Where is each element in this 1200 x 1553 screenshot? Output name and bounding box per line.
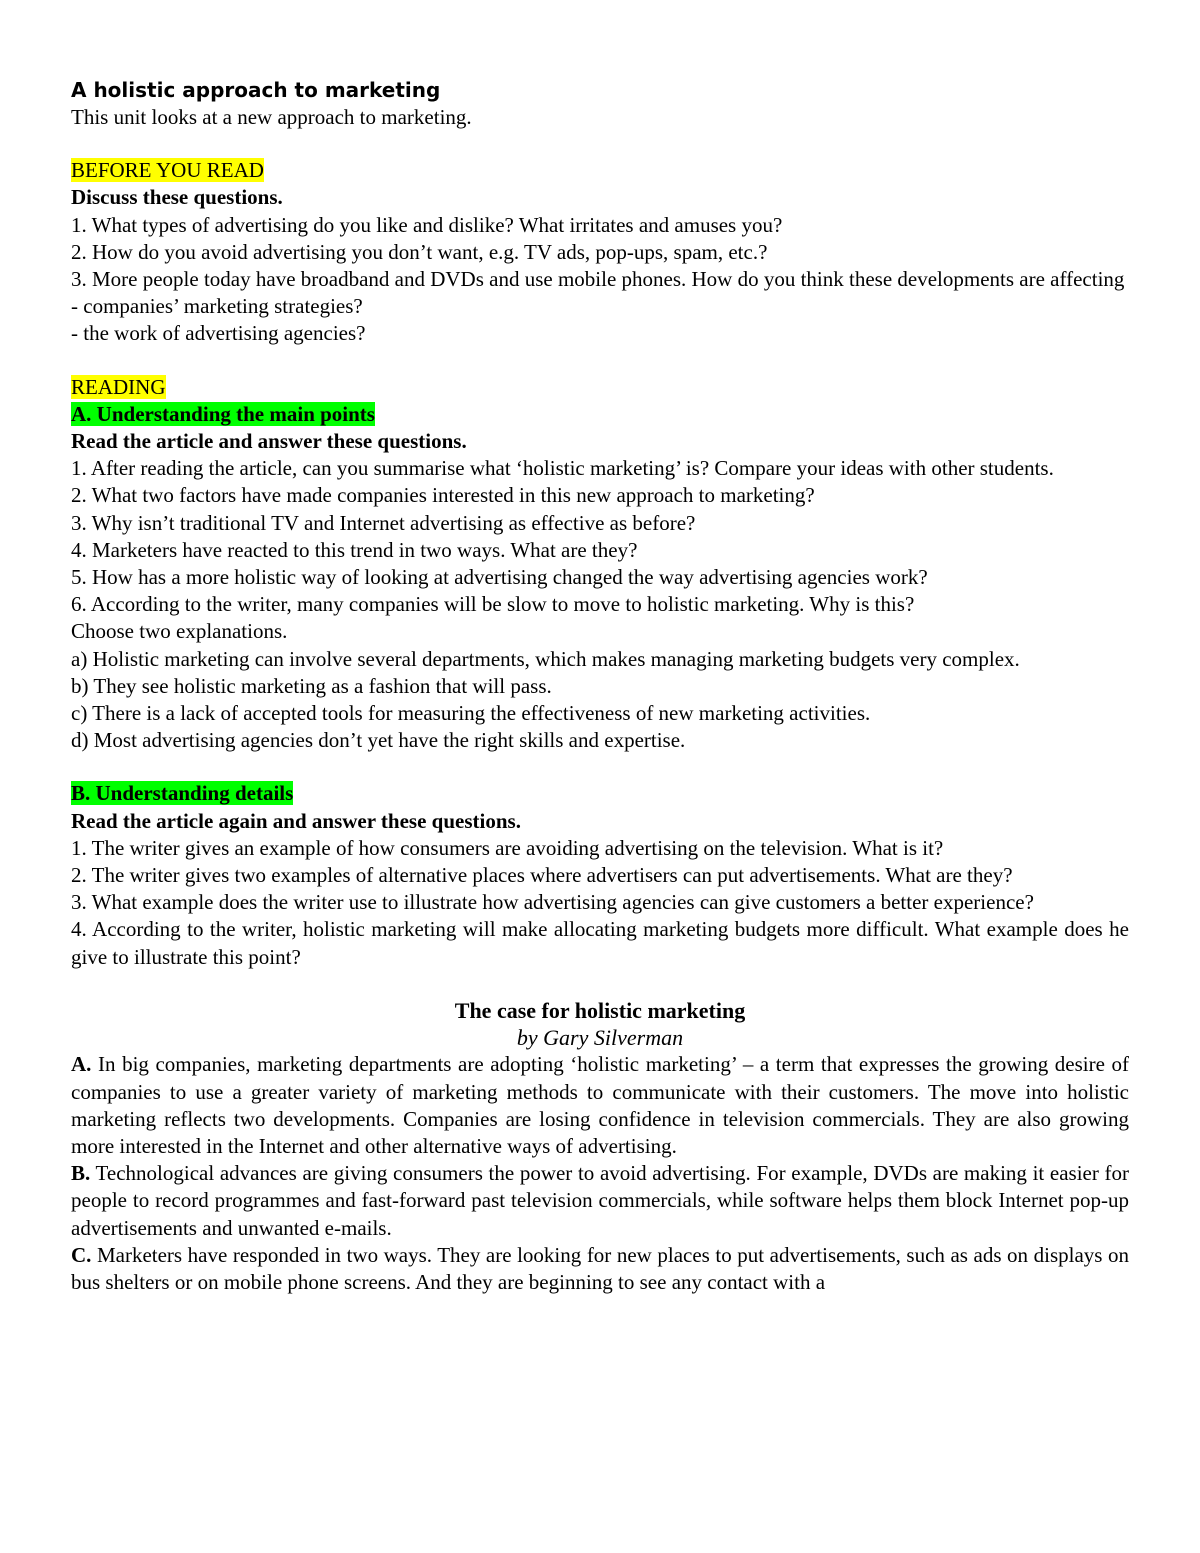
section-a-option: b) They see holistic marketing as a fashion that will pass. bbox=[71, 673, 552, 698]
article-byline: by Gary Silverman bbox=[516, 1025, 684, 1051]
section-a-item: 4. Marketers have reacted to this trend in two ways. What are they? bbox=[71, 537, 638, 562]
section-a-item: 6. According to the writer, many companies will be slow to move to holistic marketing. Why is this? bbox=[71, 592, 915, 617]
section-b-item: 3. What example does the writer use to illustrate how advertising agencies can give customers a better experience? bbox=[71, 890, 1034, 915]
article-paragraph bbox=[71, 1051, 1129, 1160]
section-b-instruction: Read the article again and answer these questions. bbox=[71, 808, 521, 833]
section-b-item: 1. The writer gives an example of how consumers are avoiding advertising on the television. What is it? bbox=[71, 835, 944, 860]
discussion-question: 1. What types of advertising do you like and dislike? What irritates and amuses you? bbox=[71, 212, 783, 237]
section-a-item: 5. How has a more holistic way of looking at advertising changed the way advertising agencies work? bbox=[71, 565, 928, 590]
section-b-item: 4. According to the writer, holistic marketing will make allocating marketing budgets more difficult. What example does he give to illustrate this point? bbox=[71, 917, 1129, 969]
before-you-read-heading: BEFORE YOU READ bbox=[71, 158, 264, 183]
section-a-heading: A. Understanding the main points bbox=[71, 401, 375, 426]
paragraph-label: B. bbox=[71, 1161, 91, 1186]
article-paragraph bbox=[71, 1160, 1129, 1242]
intro-text: This unit looks at a new approach to marketing. bbox=[71, 105, 472, 129]
spacer bbox=[71, 131, 1129, 157]
section-a-item: 1. After reading the article, can you summarise what ‘holistic marketing’ is? Compare your ideas with other students. bbox=[71, 456, 1054, 481]
section-a-item: 2. What two factors have made companies interested in this new approach to marketing? bbox=[71, 483, 815, 508]
reading-heading: READING bbox=[71, 374, 166, 399]
section-a-option: d) Most advertising agencies don’t yet have the right skills and expertise. bbox=[71, 728, 686, 753]
discussion-question: 3. More people today have broadband and DVDs and use mobile phones. How do you think these developments are affecting bbox=[71, 267, 1125, 292]
discussion-question: - the work of advertising agencies? bbox=[71, 321, 366, 346]
discussion-question: - companies’ marketing strategies? bbox=[71, 294, 363, 319]
paragraph-text: Marketers have responded in two ways. They are looking for new places to put advertisements, such as ads on displays on bus shelters or on mobile phone screens. And they are beginning to see any contact with a bbox=[71, 1242, 1129, 1294]
section-a-item: 3. Why isn’t traditional TV and Internet advertising as effective as before? bbox=[71, 510, 696, 535]
article-title: The case for holistic marketing bbox=[454, 997, 746, 1023]
paragraph-text: Technological advances are giving consumers the power to avoid advertising. For example, DVDs are making it easier for people to record programmes and fast-forward past television commercials, while software helps them block Internet pop-up advertisements and unwanted e-mails. bbox=[71, 1161, 1129, 1240]
paragraph-text: In big companies, marketing departments are adopting ‘holistic marketing’ – a term that expresses the growing desire of companies to use a greater variety of marketing methods to communicate with their customers. The move into holistic marketing reflects two developments. Companies are losing confidence in television commercials. They are also growing more interested in the Internet and other alternative ways of advertising. bbox=[71, 1052, 1129, 1158]
spacer bbox=[71, 971, 1129, 997]
document-title: A holistic approach to marketing bbox=[71, 78, 441, 102]
article-paragraph bbox=[71, 1242, 1129, 1296]
spacer bbox=[71, 348, 1129, 374]
section-a-option: c) There is a lack of accepted tools for measuring the effectiveness of new marketing activities. bbox=[71, 701, 871, 726]
section-a-option: a) Holistic marketing can involve several departments, which makes managing marketing budgets very complex. bbox=[71, 646, 1020, 671]
section-b-item: 2. The writer gives two examples of alternative places where advertisers can put advertisements. What are they? bbox=[71, 863, 1013, 888]
paragraph-label: A. bbox=[71, 1052, 92, 1077]
section-b-heading: B. Understanding details bbox=[71, 781, 294, 806]
discussion-question: 2. How do you avoid advertising you don’t want, e.g. TV ads, pop-ups, spam, etc.? bbox=[71, 239, 768, 264]
before-you-read-instruction: Discuss these questions. bbox=[71, 185, 283, 210]
spacer bbox=[71, 754, 1129, 780]
document-content bbox=[71, 76, 1129, 1296]
section-a-instruction: Read the article and answer these questions. bbox=[71, 429, 467, 454]
paragraph-label: C. bbox=[71, 1242, 92, 1267]
section-a-item: Choose two explanations. bbox=[71, 619, 288, 644]
